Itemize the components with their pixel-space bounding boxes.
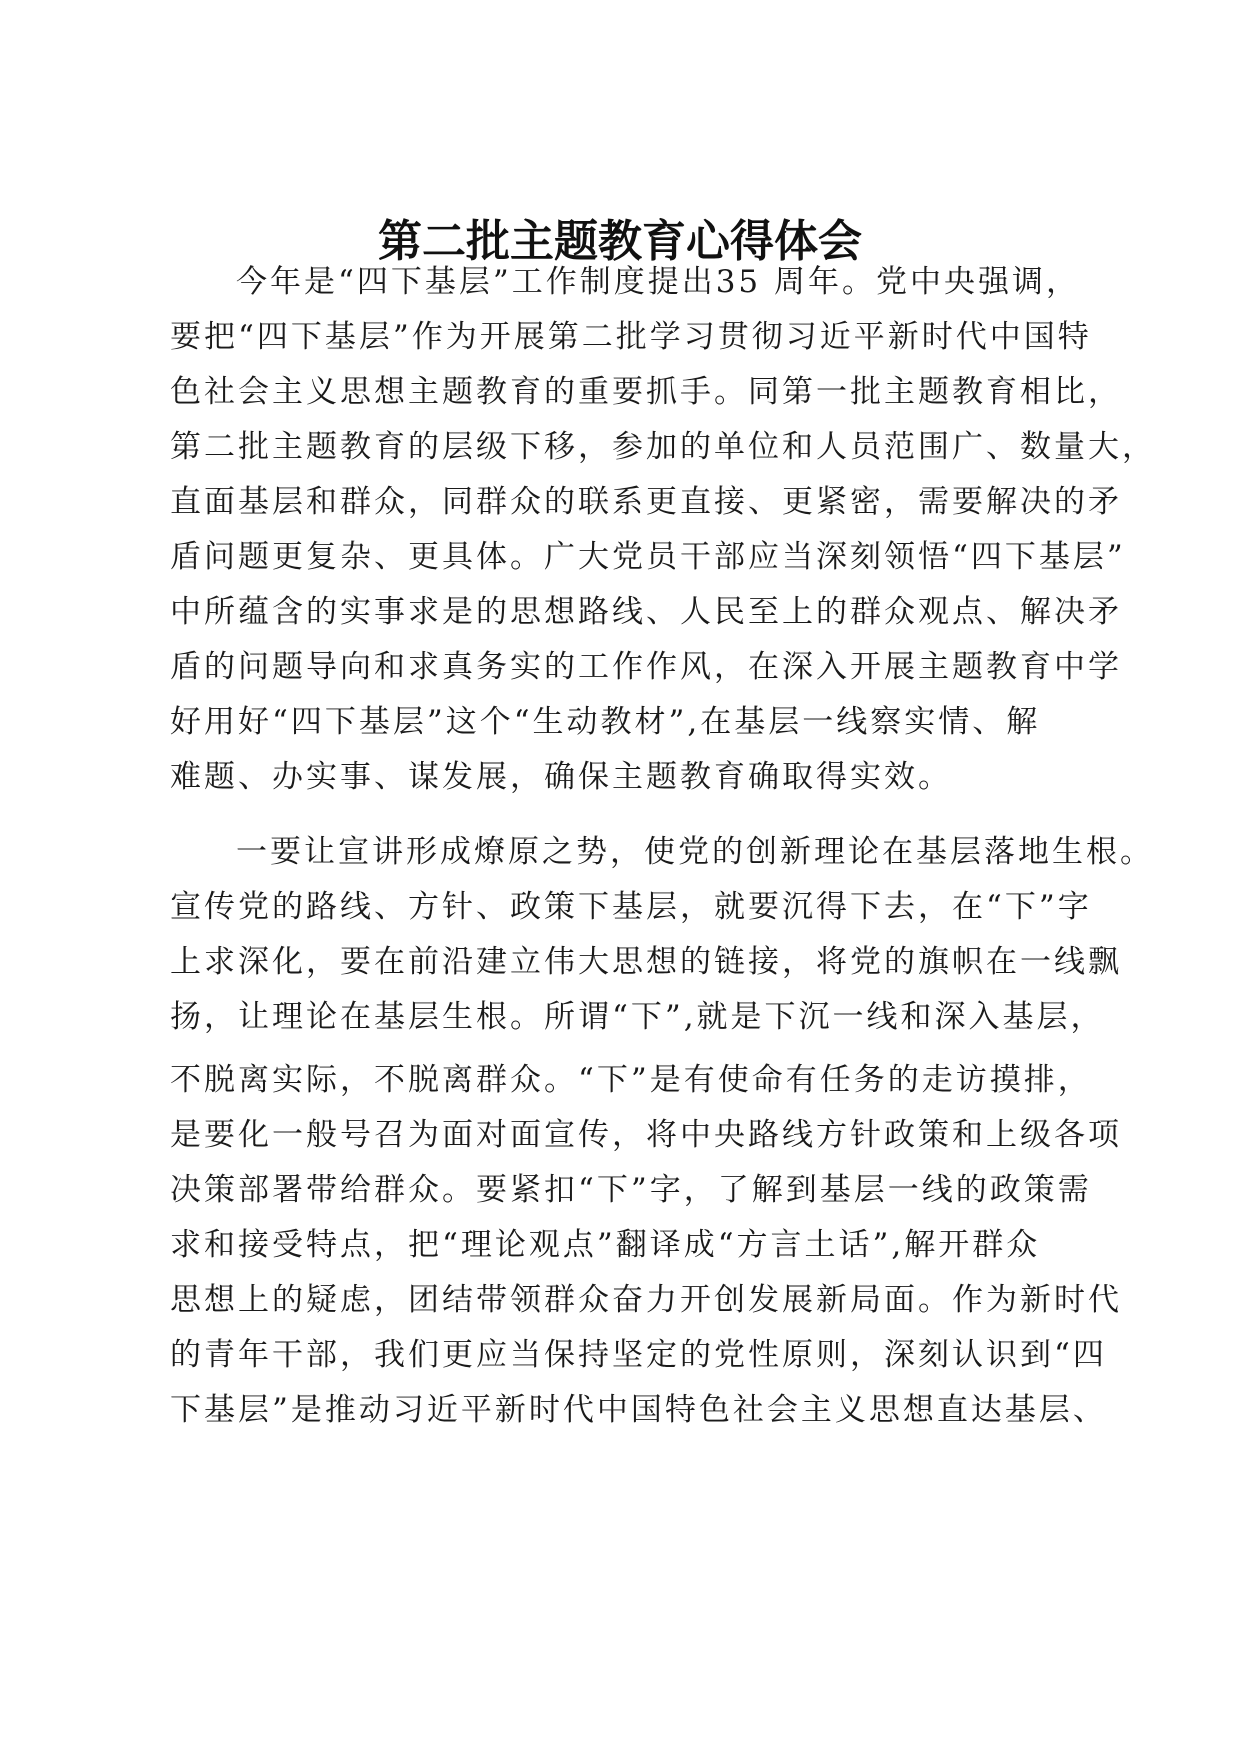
text-line: 色社会主义思想主题教育的重要抓手。同第一批主题教育相比， xyxy=(170,374,1122,410)
text-line: 盾问题更复杂、更具体。广大党员干部应当深刻领悟“四下基层” xyxy=(170,539,1126,575)
text-line: 的青年干部，我们更应当保持坚定的党性原则，深刻认识到“四 xyxy=(170,1337,1107,1373)
text-line: 上求深化，要在前沿建立伟大思想的链接，将党的旗帜在一线飘 xyxy=(170,944,1122,980)
document-title: 第二批主题教育心得体会 xyxy=(378,216,862,267)
text-line: 要把“四下基层”作为开展第二批学习贯彻习近平新时代中国特 xyxy=(170,319,1092,355)
text-line: 是要化一般号召为面对面宣传，将中央路线方针政策和上级各项 xyxy=(170,1117,1122,1153)
text-line: 盾的问题导向和求真务实的工作作风，在深入开展主题教育中学 xyxy=(170,649,1122,685)
paragraph-1 xyxy=(170,255,1156,805)
text-line: 今年是“四下基层”工作制度提出35 周年。党中央强调， xyxy=(236,264,1080,300)
paragraph-2 xyxy=(170,825,1154,1438)
document-body xyxy=(170,255,1156,1438)
text-line: 下基层”是推动习近平新时代中国特色社会主义思想直达基层、 xyxy=(170,1392,1107,1428)
text-line: 不脱离实际，不脱离群众。“下”是有使命有任务的走访摸排， xyxy=(170,1062,1092,1098)
text-line: 难题、办实事、谋发展，确保主题教育确取得实效。 xyxy=(170,759,952,795)
text-line: 决策部署带给群众。要紧扣“下”字，了解到基层一线的政策需 xyxy=(170,1172,1092,1208)
text-line: 思想上的疑虑，团结带领群众奋力开创发展新局面。作为新时代 xyxy=(170,1282,1122,1318)
text-line: 第二批主题教育的层级下移，参加的单位和人员范围广、数量大， xyxy=(170,429,1156,465)
text-line: 好用好“四下基层”这个“生动教材”,在基层一线察实情、解 xyxy=(170,704,1041,740)
text-line: 一要让宣讲形成燎原之势，使党的创新理论在基层落地生根。 xyxy=(236,834,1154,870)
text-line: 直面基层和群众，同群众的联系更直接、更紧密，需要解决的矛 xyxy=(170,484,1122,520)
line-spacer xyxy=(170,1045,1086,1053)
text-line: 扬，让理论在基层生根。所谓“下”,就是下沉一线和深入基层， xyxy=(170,999,1105,1035)
text-line: 宣传党的路线、方针、政策下基层，就要沉得下去，在“下”字 xyxy=(170,889,1092,925)
text-line: 求和接受特点，把“理论观点”翻译成“方言土话”,解开群众 xyxy=(170,1227,1041,1263)
paragraph-spacer xyxy=(170,805,1086,825)
text-line: 中所蕴含的实事求是的思想路线、人民至上的群众观点、解决矛 xyxy=(170,594,1122,630)
